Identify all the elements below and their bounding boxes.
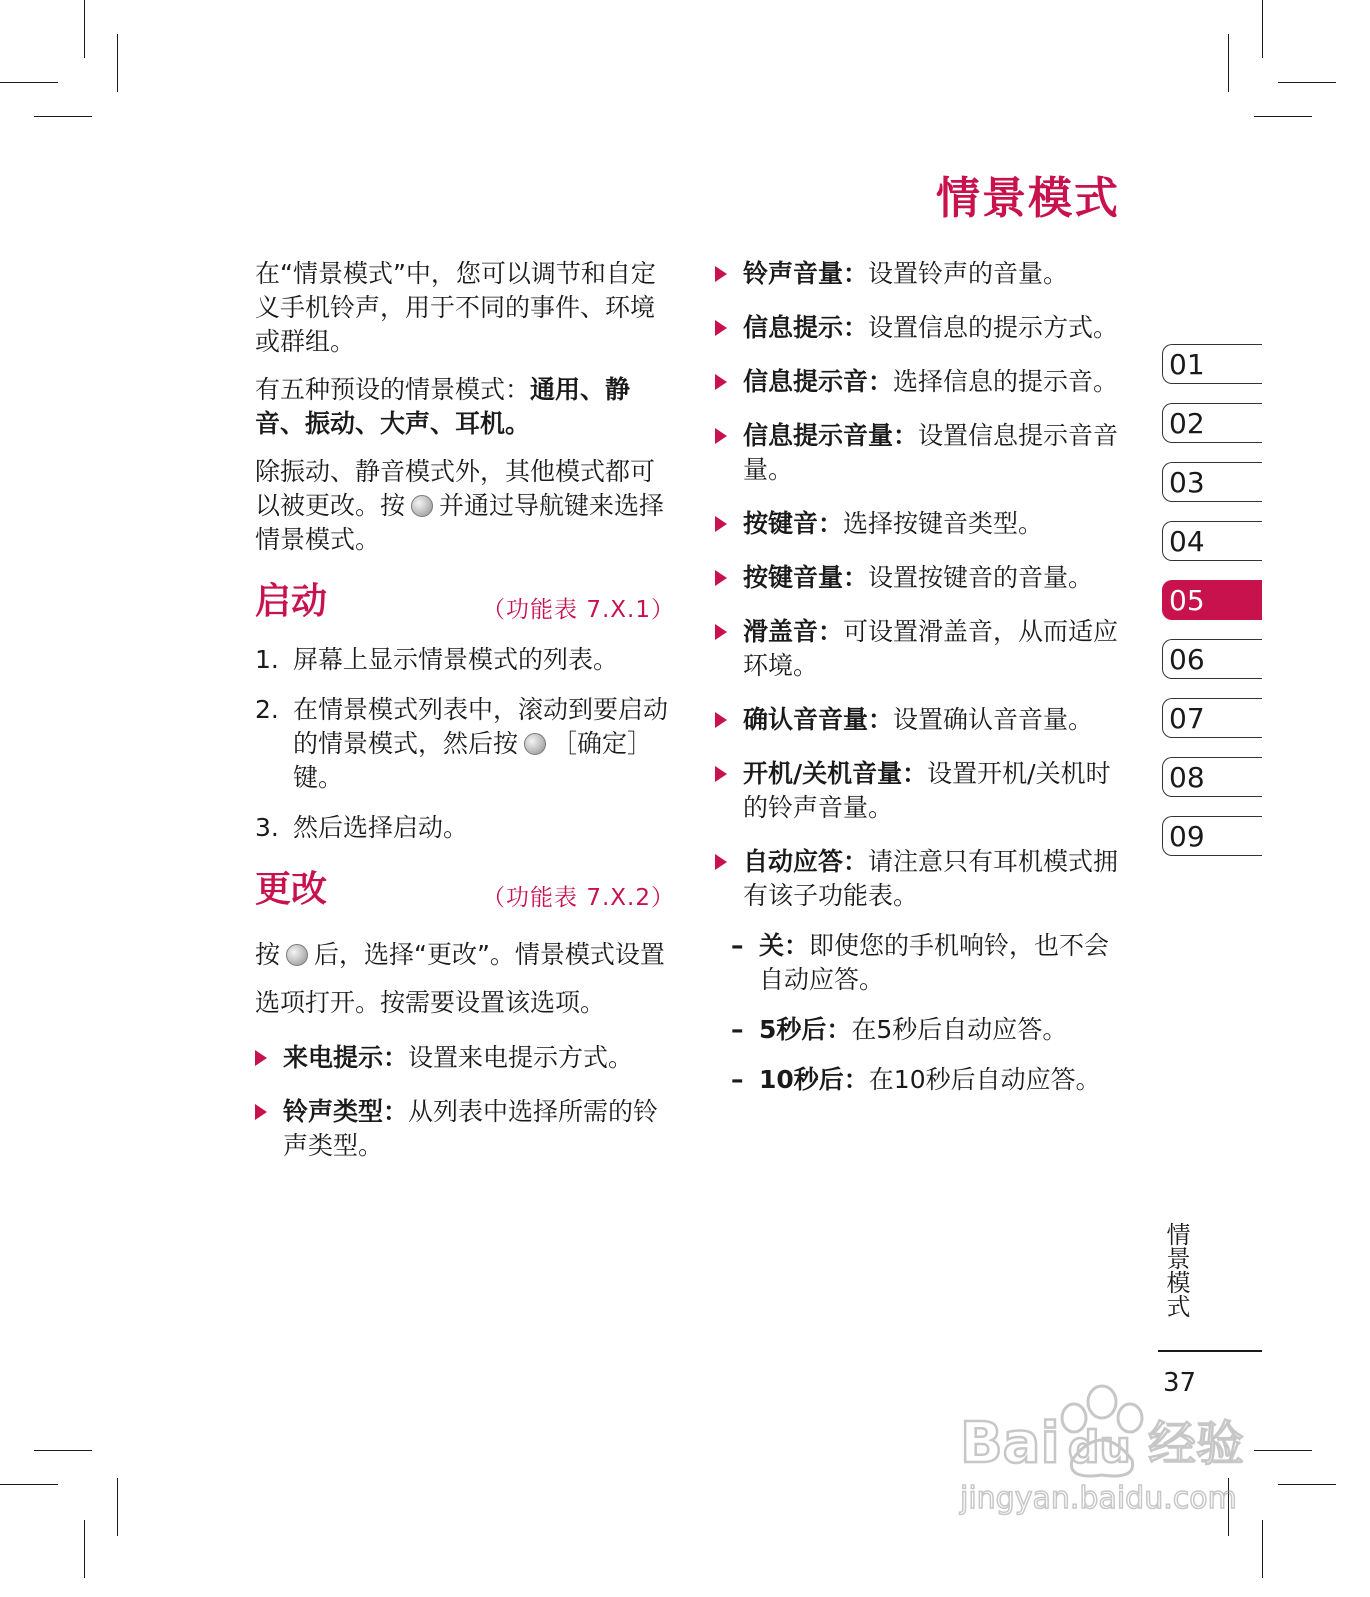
setting-text: 设置信息的提示方式。	[868, 313, 1119, 342]
setting-label: 信息提示音量：	[743, 421, 919, 450]
dash-bullet: –	[731, 1065, 744, 1094]
triangle-bullet-icon	[255, 1104, 267, 1120]
setting-text: 设置信息提示音音量。	[743, 421, 1119, 484]
option-text: 设置来电提示方式。	[408, 1043, 634, 1072]
setting-item	[715, 365, 1125, 399]
start-steps	[255, 643, 675, 845]
chapter-tab-04[interactable]: 04	[1162, 521, 1262, 561]
crop-mark	[34, 1450, 92, 1451]
triangle-bullet-icon	[715, 766, 727, 782]
section-change-header	[255, 869, 675, 925]
triangle-bullet-icon	[715, 570, 727, 586]
triangle-bullet-icon	[715, 854, 727, 870]
setting-label: 按键音：	[743, 509, 844, 538]
crop-mark	[117, 1478, 118, 1536]
step-number: 1.	[255, 645, 279, 674]
editable-text-a: 除振动、静音模式外，其他模式都可以被更改。按	[255, 457, 656, 520]
step-item	[255, 693, 675, 795]
baidu-watermark-logo	[952, 1370, 1272, 1520]
left-column	[255, 257, 675, 1183]
step-item	[255, 811, 675, 845]
setting-item	[715, 561, 1125, 595]
setting-text: 设置开机/关机时的铃声音量。	[743, 759, 1111, 822]
step-item	[255, 643, 675, 677]
ok-button-icon	[286, 944, 308, 966]
svg-text:Bai: Bai	[960, 1411, 1060, 1476]
svg-text:经验: 经验	[1148, 1416, 1245, 1472]
setting-text: 设置按键音的音量。	[868, 563, 1094, 592]
ok-button-icon	[524, 733, 546, 755]
dash-bullet: –	[731, 1015, 744, 1044]
step-text-b: ［确定］键。	[293, 729, 653, 792]
setting-text: 设置确认音音量。	[893, 705, 1094, 734]
option-item	[255, 1095, 675, 1163]
auto-answer-text: 在10秒后自动应答。	[868, 1065, 1101, 1094]
triangle-bullet-icon	[715, 266, 727, 282]
setting-label: 自动应答：	[743, 847, 869, 876]
preset-profiles-text: 有五种预设的情景模式：	[255, 375, 531, 404]
setting-label: 铃声音量：	[743, 259, 869, 288]
preset-profiles-paragraph	[255, 373, 675, 441]
crop-mark	[1262, 0, 1263, 58]
page-title: 情景模式	[936, 173, 1120, 224]
step-number: 2.	[255, 695, 279, 724]
setting-label: 滑盖音：	[743, 617, 844, 646]
setting-label: 按键音量：	[743, 563, 869, 592]
crop-mark	[84, 1520, 85, 1578]
section-change-title: 更改	[255, 869, 328, 910]
crop-mark	[1254, 116, 1312, 117]
auto-answer-text: 即使您的手机响铃，也不会自动应答。	[759, 931, 1110, 994]
setting-label: 信息提示：	[743, 313, 869, 342]
page-number: 37	[1163, 1368, 1197, 1398]
option-text: 从列表中选择所需的铃声类型。	[283, 1097, 659, 1160]
crop-mark	[1278, 1484, 1336, 1485]
setting-text: 选择按键音类型。	[843, 509, 1044, 538]
chapter-tab-06[interactable]: 06	[1162, 639, 1262, 679]
auto-answer-option	[715, 1063, 1125, 1097]
step-text: 然后选择启动。	[293, 813, 469, 842]
crop-mark	[0, 82, 58, 83]
crop-mark	[84, 0, 85, 58]
settings-list	[715, 257, 1125, 913]
chapter-tab-08[interactable]: 08	[1162, 757, 1262, 797]
right-column	[715, 257, 1125, 1113]
auto-answer-option	[715, 929, 1125, 997]
crop-mark	[1278, 82, 1336, 83]
setting-item	[715, 419, 1125, 487]
setting-text: 设置铃声的音量。	[868, 259, 1069, 288]
chapter-tab-02[interactable]: 02	[1162, 403, 1262, 443]
setting-item	[715, 703, 1125, 737]
triangle-bullet-icon	[715, 712, 727, 728]
svg-text:du: du	[1068, 1422, 1131, 1473]
option-label: 铃声类型：	[283, 1097, 409, 1126]
step-text: 在情景模式列表中，滚动到要启动的情景模式，然后按	[293, 695, 669, 758]
setting-item	[715, 757, 1125, 825]
setting-item	[715, 311, 1125, 345]
setting-label: 信息提示音：	[743, 367, 894, 396]
preset-profiles-list: 通用、静音、振动、大声、耳机。	[255, 375, 631, 438]
step-number: 3.	[255, 813, 279, 842]
editable-profiles-paragraph	[255, 455, 675, 557]
setting-item	[715, 615, 1125, 683]
setting-item	[715, 845, 1125, 913]
setting-text: 选择信息的提示音。	[893, 367, 1119, 396]
auto-answer-label: 10秒后：	[759, 1065, 869, 1094]
crop-mark	[34, 116, 92, 117]
chapter-tab-01[interactable]: 01	[1162, 344, 1262, 384]
change-options-list	[255, 1041, 675, 1163]
triangle-bullet-icon	[255, 1050, 267, 1066]
triangle-bullet-icon	[715, 428, 727, 444]
change-text-b: 后，选择“更改”。情景模式设置选项打开。按需要设置该选项。	[255, 940, 665, 1017]
chapter-tab-03[interactable]: 03	[1162, 462, 1262, 502]
chapter-tab-05-active[interactable]: 05	[1162, 580, 1262, 620]
footer-rule	[1158, 1350, 1262, 1352]
change-paragraph	[255, 931, 675, 1027]
chapter-tab-07[interactable]: 07	[1162, 698, 1262, 738]
setting-label: 确认音音量：	[743, 705, 894, 734]
setting-item	[715, 257, 1125, 291]
setting-item	[715, 507, 1125, 541]
section-change-ref: （功能表 7.X.2）	[482, 885, 675, 911]
svg-text:jingyan.baidu.com: jingyan.baidu.com	[960, 1481, 1237, 1516]
setting-label: 开机/关机音量：	[743, 759, 928, 788]
auto-answer-label: 关：	[759, 931, 810, 960]
auto-answer-label: 5秒后：	[759, 1015, 852, 1044]
auto-answer-text: 在5秒后自动应答。	[851, 1015, 1068, 1044]
chapter-tab-09[interactable]: 09	[1162, 816, 1262, 856]
change-text-a: 按	[255, 940, 281, 969]
crop-mark	[1228, 34, 1229, 92]
triangle-bullet-icon	[715, 624, 727, 640]
crop-mark	[117, 34, 118, 92]
option-item	[255, 1041, 675, 1075]
side-chapter-label: 情景模式	[1162, 1222, 1190, 1318]
triangle-bullet-icon	[715, 374, 727, 390]
triangle-bullet-icon	[715, 320, 727, 336]
section-start-ref: （功能表 7.X.1）	[482, 597, 675, 623]
auto-answer-options	[715, 929, 1125, 1097]
dash-bullet: –	[731, 931, 744, 960]
setting-text: 可设置滑盖音，从而适应环境。	[743, 617, 1119, 680]
option-label: 来电提示：	[283, 1043, 409, 1072]
intro-paragraph: 在“情景模式”中，您可以调节和自定义手机铃声，用于不同的事件、环境或群组。	[255, 259, 656, 356]
auto-answer-option	[715, 1013, 1125, 1047]
chapter-tabs	[1162, 344, 1262, 875]
setting-text: 请注意只有耳机模式拥有该子功能表。	[743, 847, 1119, 910]
section-start-title: 启动	[255, 581, 328, 622]
crop-mark	[0, 1484, 58, 1485]
triangle-bullet-icon	[715, 516, 727, 532]
section-start-header	[255, 581, 675, 637]
crop-mark	[1262, 1520, 1263, 1578]
editable-text-b: 并通过导航键来选择情景模式。	[255, 491, 665, 554]
step-text: 屏幕上显示情景模式的列表。	[293, 645, 619, 674]
ok-button-icon	[411, 495, 433, 517]
